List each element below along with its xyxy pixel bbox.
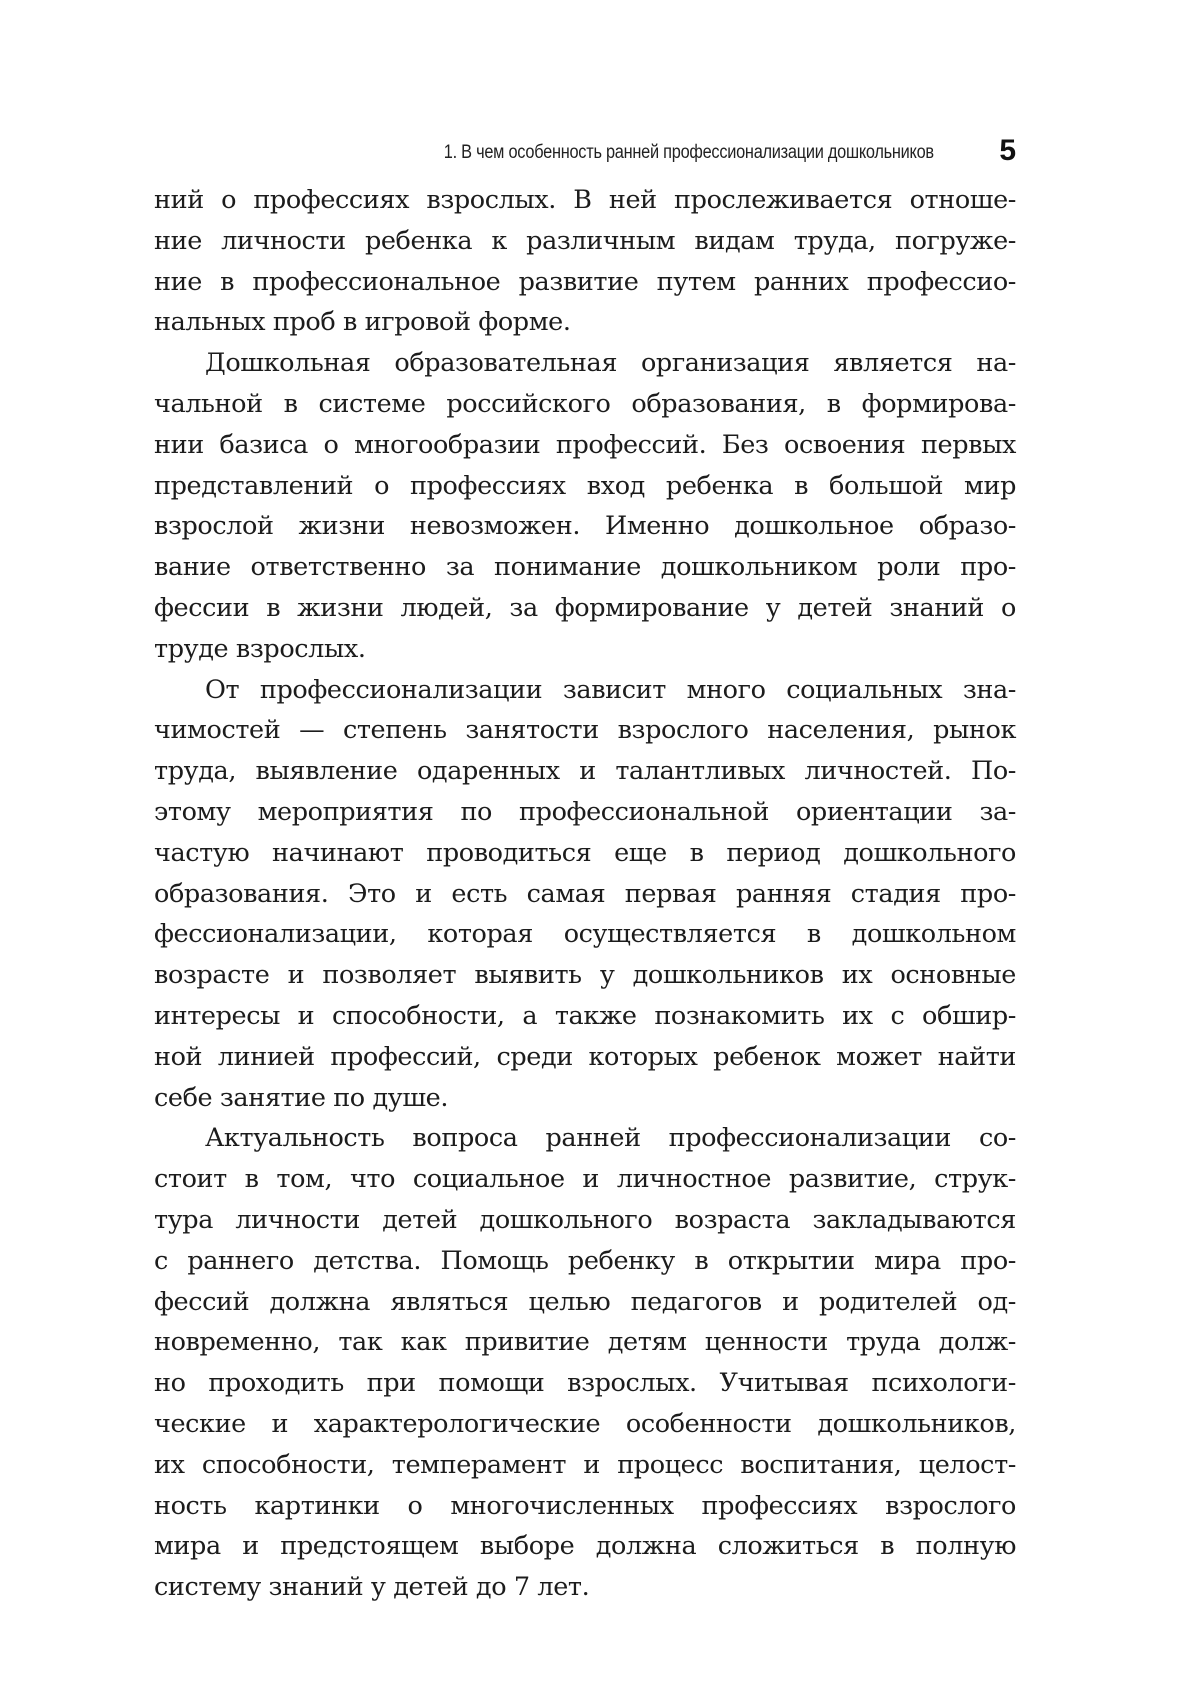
text-line: себе занятие по душе.	[154, 1082, 449, 1113]
text-line: чимостей — степень занятости взрослого населения, рынок	[154, 715, 1016, 746]
text-line: фессионализации, которая осуществляется в дошкольном	[154, 919, 1016, 950]
text-line: чальной в системе российского образования, в формирова-	[154, 388, 1016, 419]
text-line: нии базиса о многообразии профессий. Без освоения первых	[154, 429, 1016, 460]
text-line: нальных проб в игровой форме.	[154, 307, 571, 338]
page-number: 5	[999, 134, 1016, 167]
text-line: образования. Это и есть самая первая ранняя стадия про-	[154, 878, 1016, 909]
text-line: ной линией профессий, среди которых ребенок может найти	[154, 1041, 1016, 1072]
text-line: взрослой жизни невозможен. Именно дошкольное образо-	[154, 511, 1016, 542]
text-line: фессий должна являться целью педагогов и родителей од-	[154, 1286, 1016, 1317]
text-line: Дошкольная образовательная организация является на-	[205, 348, 1016, 379]
text-line: мира и предстоящем выборе должна сложиться в полную	[154, 1531, 1016, 1562]
text-line: ческие и характерологические особенности дошкольников,	[154, 1408, 1016, 1439]
text-line: ние личности ребенка к различным видам труда, погруже-	[154, 225, 1016, 256]
text-line: представлений о профессиях вход ребенка в большой мир	[154, 470, 1016, 501]
text-line: ние в профессиональное развитие путем ранних профессио-	[154, 266, 1016, 297]
text-line: вание ответственно за понимание дошкольником роли про-	[154, 552, 1016, 583]
text-line: фессии в жизни людей, за формирование у детей знаний о	[154, 592, 1016, 623]
text-line: их способности, темперамент и процесс воспитания, целост-	[154, 1449, 1016, 1480]
text-line: но проходить при помощи взрослых. Учитывая психологи-	[154, 1368, 1016, 1399]
text-line: частую начинают проводиться еще в период дошкольного	[154, 837, 1016, 868]
body-text	[154, 180, 1016, 1608]
running-head	[154, 128, 1016, 172]
text-line: новременно, так как привитие детям ценности труда долж-	[154, 1327, 1016, 1358]
text-line: этому мероприятия по профессиональной ориентации за-	[154, 796, 1016, 827]
text-line: труда, выявление одаренных и талантливых личностей. По-	[154, 756, 1016, 787]
text-line: систему знаний у детей до 7 лет.	[154, 1572, 590, 1603]
text-line: тура личности детей дошкольного возраста закладываются	[154, 1204, 1016, 1235]
text-line: От профессионализации зависит много социальных зна-	[205, 674, 1016, 705]
text-line: ность картинки о многочисленных профессиях взрослого	[154, 1490, 1016, 1521]
text-line: Актуальность вопроса ранней профессионализации со-	[205, 1123, 1016, 1154]
text-line: труде взрослых.	[154, 633, 366, 664]
text-line: ний о профессиях взрослых. В ней прослеживается отноше-	[154, 185, 1016, 215]
text-line: возрасте и позволяет выявить у дошкольников их основные	[154, 960, 1016, 991]
text-line: интересы и способности, а также познакомить их с обшир-	[154, 1000, 1016, 1031]
text-line: стоит в том, что социальное и личностное развитие, струк-	[154, 1164, 1016, 1195]
text-line: с раннего детства. Помощь ребенку в открытии мира про-	[154, 1245, 1016, 1276]
chapter-title: 1. В чем особенность ранней профессионализации дошкольников	[443, 142, 934, 163]
